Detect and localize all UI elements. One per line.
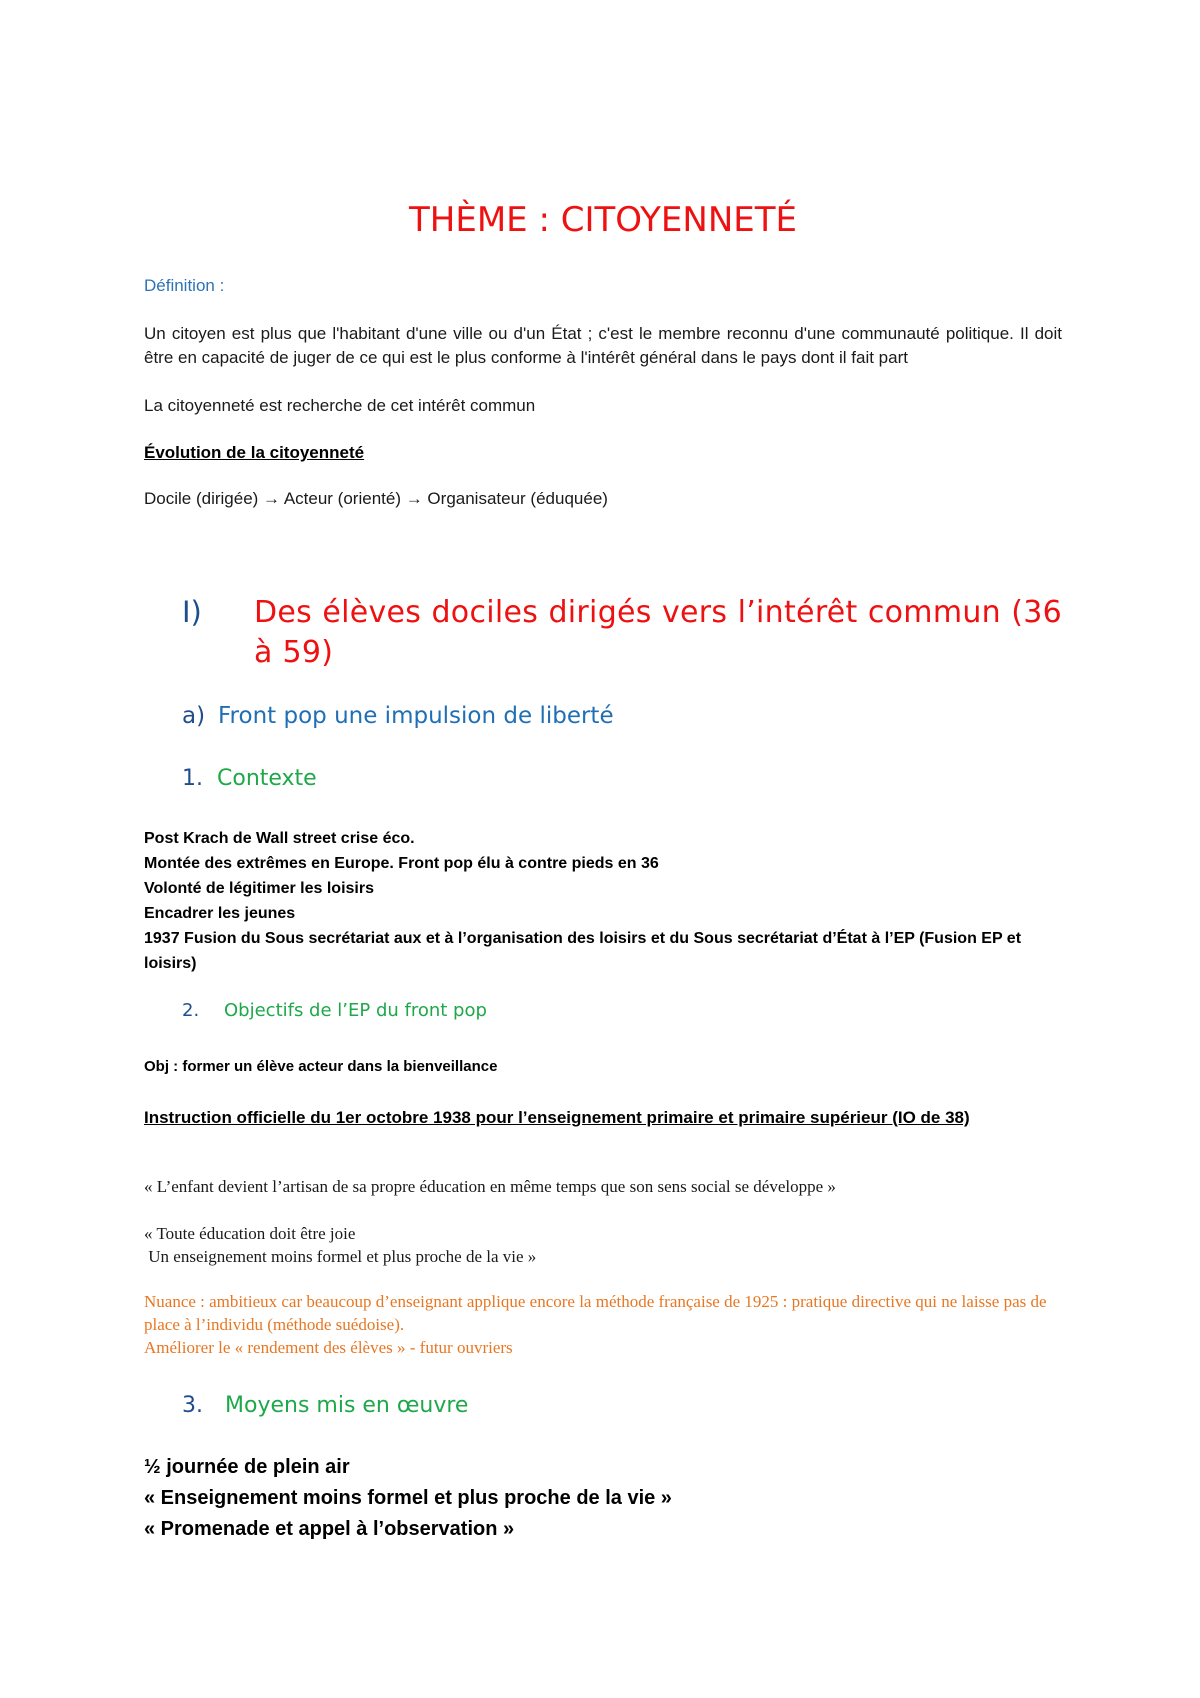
definition-summary: La citoyenneté est recherche de cet intérêt commun (144, 396, 536, 415)
io-heading: Instruction officielle du 1er octobre 1938 pour l’enseignement primaire et primaire supérieur (IO de 38) (144, 1108, 970, 1127)
context-list (144, 826, 1062, 976)
section-1-number: 1. (182, 766, 203, 791)
nuance-line: Améliorer le « rendement des élèves » - futur ouvriers (144, 1338, 513, 1357)
quote-2 (144, 1222, 536, 1268)
context-line: 1937 Fusion du Sous secrétariat aux et à l’organisation des loisirs et du Sous secrétariat d’État à l’EP (Fusion EP et loisirs) (144, 930, 1022, 972)
section-3-title: Moyens mis en œuvre (225, 1393, 469, 1418)
quote-1: « L’enfant devient l’artisan de sa propre éducation en même temps que son sens social se développe » (144, 1177, 836, 1196)
means-list (144, 1452, 672, 1545)
context-line: Encadrer les jeunes (144, 905, 296, 922)
context-line: Post Krach de Wall street crise éco. (144, 830, 415, 847)
nuance-note (144, 1290, 1062, 1359)
subsection-title: Front pop une impulsion de liberté (218, 703, 614, 729)
section-1-title: Contexte (217, 766, 317, 791)
context-line: Volonté de légitimer les loisirs (144, 880, 374, 897)
part-title: Des élèves dociles dirigés vers l’intérêt commun (36 à 59) (254, 595, 1062, 670)
document-page (144, 0, 1062, 1698)
part-number: I) (182, 595, 202, 629)
means-line: « Enseignement moins formel et plus proche de la vie » (144, 1487, 672, 1509)
subsection-number: a) (182, 703, 206, 729)
means-line: ½ journée de plein air (144, 1456, 350, 1478)
section-2-number: 2. (182, 1000, 200, 1021)
quote-2-line: « Toute éducation doit être joie (144, 1224, 356, 1243)
quote-2-line: Un enseignement moins formel et plus proche de la vie » (144, 1247, 537, 1266)
objective-text: Obj : former un élève acteur dans la bienveillance (144, 1058, 498, 1075)
section-3-number: 3. (182, 1393, 203, 1418)
definition-label: Définition : (144, 276, 225, 295)
nuance-line: Nuance : ambitieux car beaucoup d’enseignant applique encore la méthode française de 1925 : pratique directive qui ne laisse pas de place à l’individu (méthode suédoise). (144, 1292, 1047, 1334)
evolution-chain: Docile (dirigée) → Acteur (orienté) → Organisateur (éduquée) (144, 489, 608, 508)
section-2-title: Objectifs de l’EP du front pop (224, 1000, 487, 1021)
definition-paragraph: Un citoyen est plus que l'habitant d'une ville ou d'un État ; c'est le membre reconnu d'une communauté politique. Il doit être en capacité de juger de ce qui est le plus conforme à l'intérêt général dans le pays dont il fait part (144, 324, 1062, 367)
means-line: « Promenade et appel à l’observation » (144, 1518, 515, 1540)
evolution-heading: Évolution de la citoyenneté (144, 443, 365, 462)
document-title: THÈME : CITOYENNETÉ (409, 200, 797, 240)
context-line: Montée des extrêmes en Europe. Front pop élu à contre pieds en 36 (144, 855, 659, 872)
